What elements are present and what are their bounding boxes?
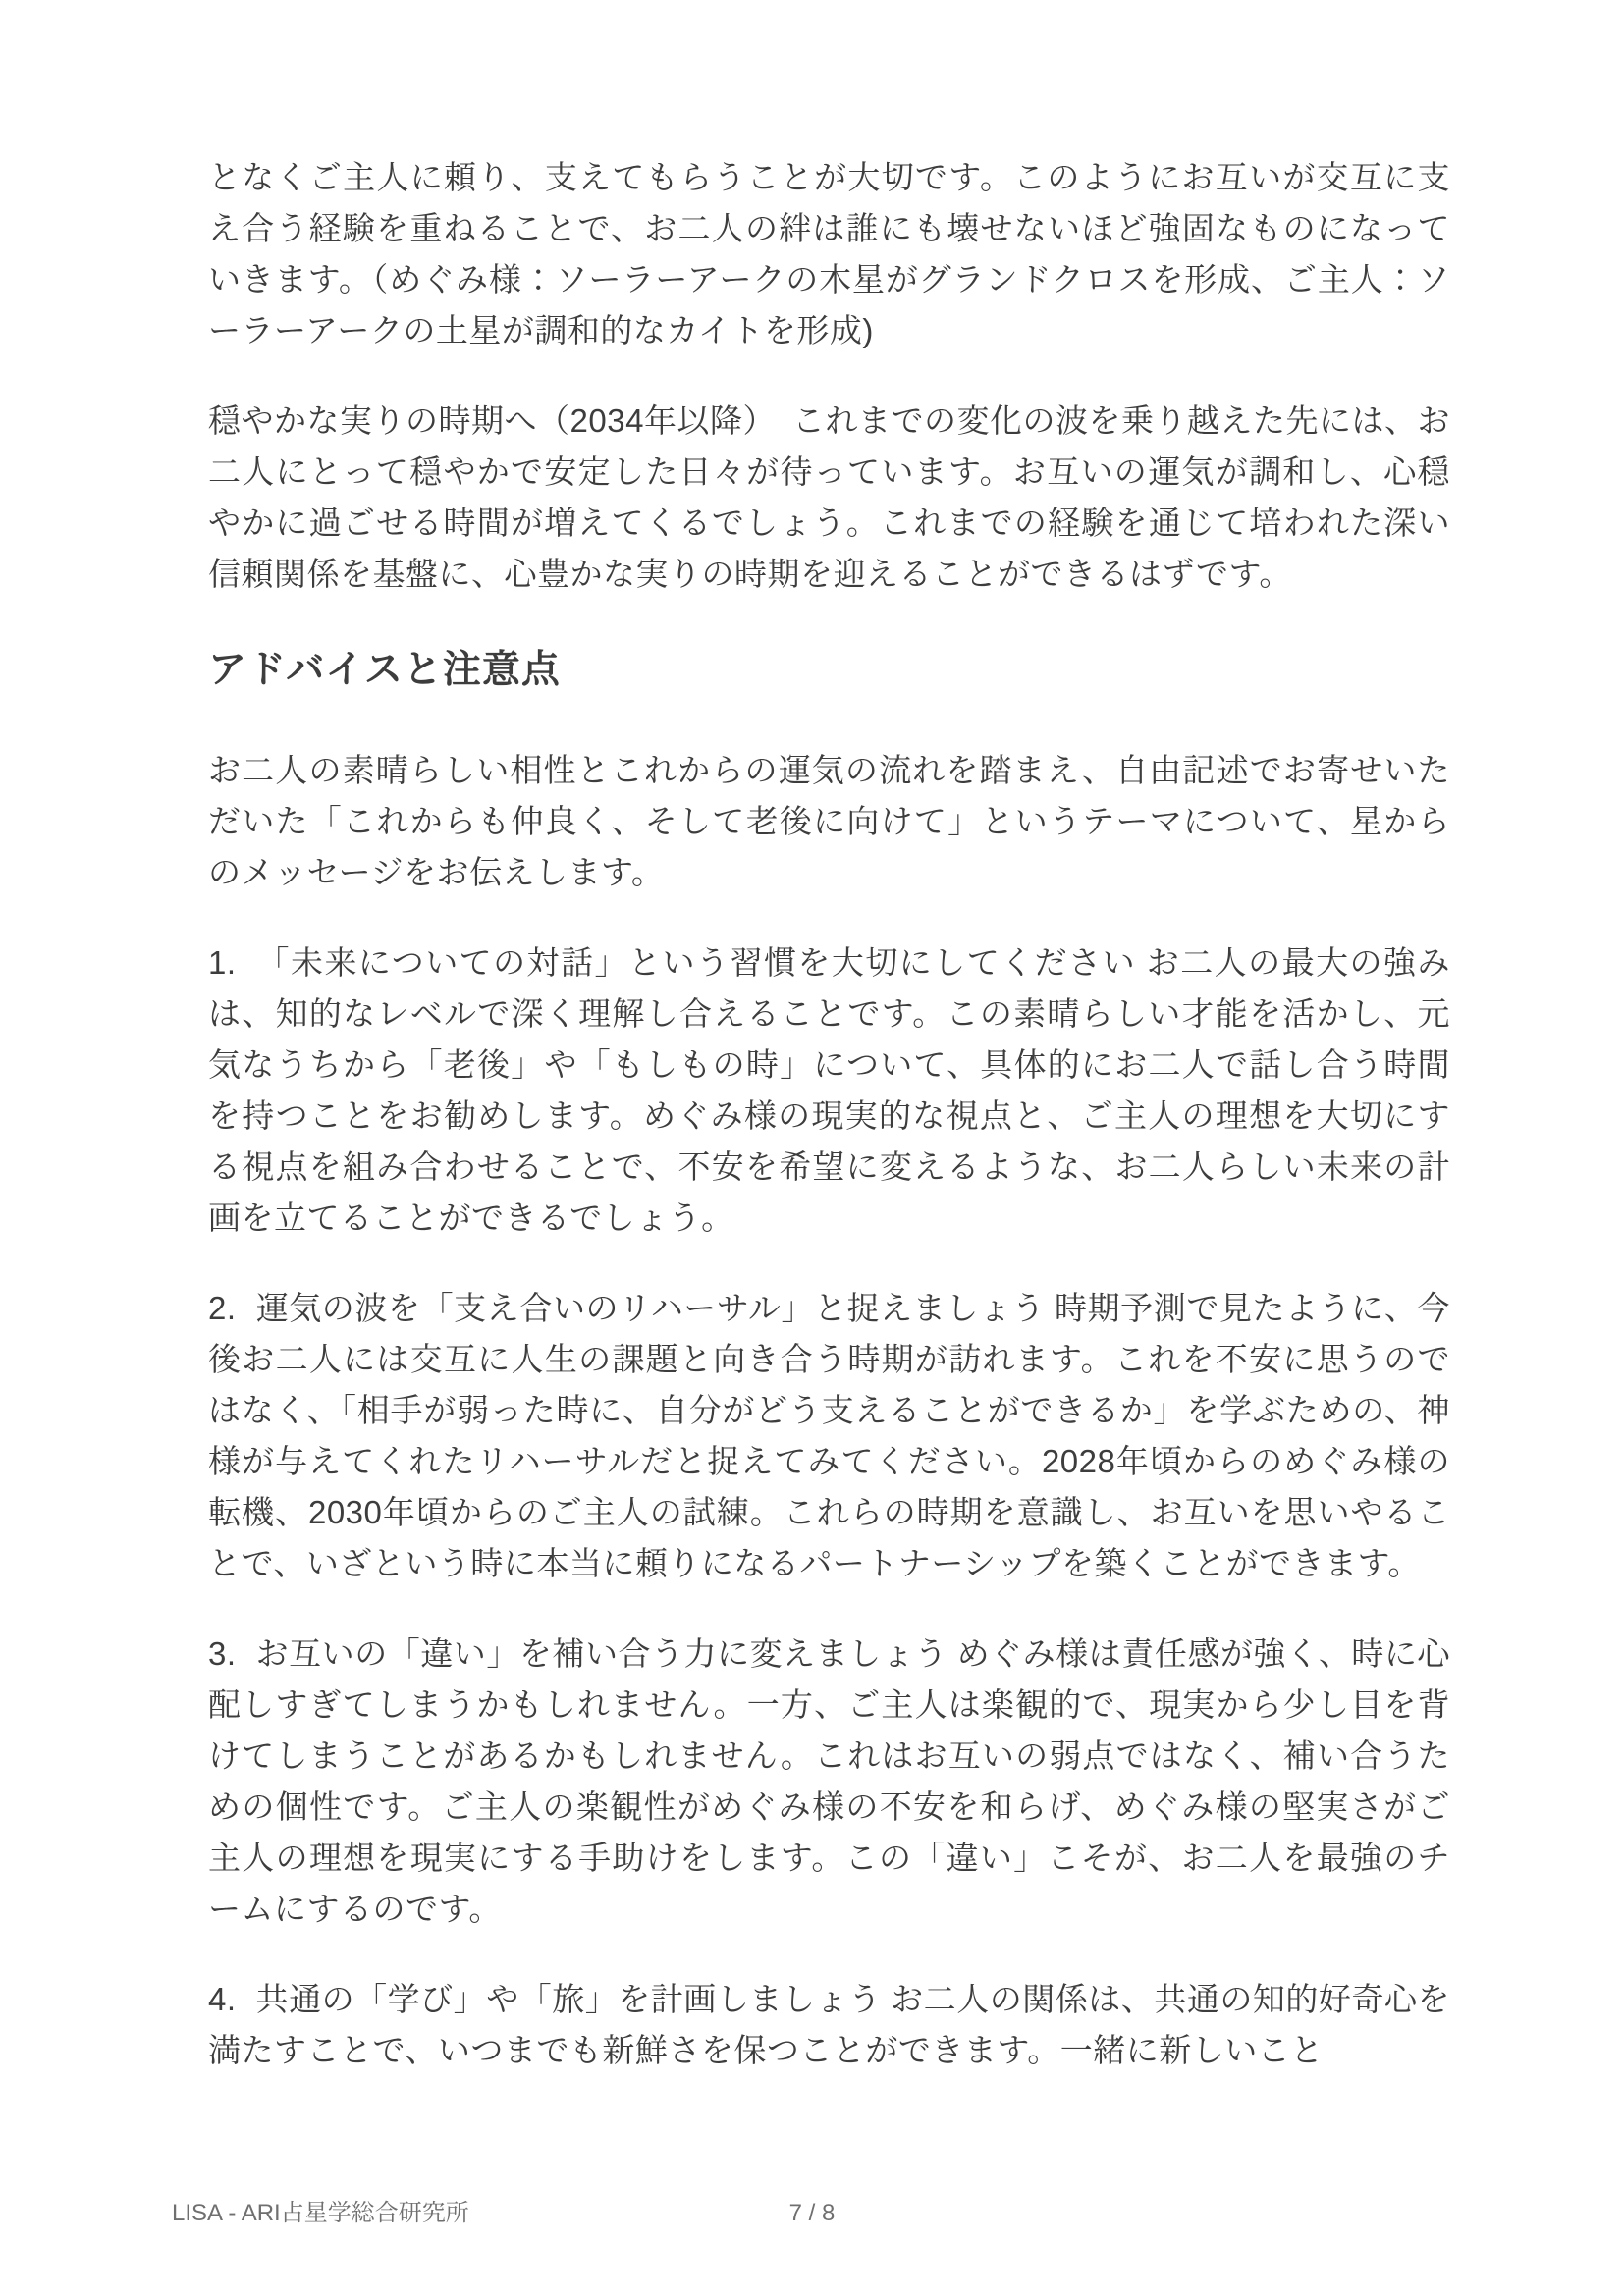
section-heading-advice: アドバイスと注意点: [208, 649, 561, 691]
advice-item-number: 3.: [208, 1635, 237, 1672]
paragraph-calm-period: 穏やかな実りの時期へ（2034年以降） これまでの変化の波を乗り越えた先には、お二人にとって穏やかで安定した日々が待っています。お互いの運気が調和し、心穏やかに過ごせる時間が増えてくるでしょう。これまでの経験を通じて培われた深い信頼関係を基盤に、心豊かな実りの時期を迎えることができるはずです。: [208, 402, 1450, 592]
advice-item-4: [208, 1974, 1450, 2076]
paragraph-continuation: となくご主人に頼り、支えてもらうことが大切です。このようにお互いが交互に支え合う経験を重ねることで、お二人の絆は誰にも壊せないほど強固なものになっていきます。（めぐみ様：ソーラーアークの木星がグランドクロスを形成、ご主人：ソーラーアークの土星が調和的なカイトを形成): [208, 159, 1450, 348]
page-footer: [0, 2199, 1624, 2234]
advice-item-text: 共通の「学び」や「旅」を計画しましょう お二人の関係は、共通の知的好奇心を満たすことで、いつまでも新鮮さを保つことができます。一緒に新しいこと: [208, 1981, 1450, 2068]
advice-item-text: 運気の波を「支え合いのリハーサル」と捉えましょう 時期予測で見たように、今後お二人には交互に人生の課題と向き合う時期が訪れます。これを不安に思うのではなく、「相手が弱った時に、自分がどう支えることができるか」を学ぶための、神様が与えてくれたリハーサルだと捉えてみてください。2028年頃からのめぐみ様の転機、2030年頃からのご主人の試練。これらの時期を意識し、お互いを思いやることで、いざという時に本当に頼りになるパートナーシップを築くことができます。: [208, 1290, 1450, 1581]
advice-item-2: [208, 1283, 1450, 1589]
advice-item-text: お互いの「違い」を補い合う力に変えましょう めぐみ様は責任感が強く、時に心配しすぎてしまうかもしれません。一方、ご主人は楽観的で、現実から少し目を背けてしまうことがあるかもしれません。これはお互いの弱点ではなく、補い合うための個性です。ご主人の楽観性がめぐみ様の不安を和らげ、めぐみ様の堅実さがご主人の理想を現実にする手助けをします。この「違い」こそが、お二人を最強のチームにするのです。: [208, 1635, 1450, 1927]
advice-item-1: [208, 937, 1450, 1244]
advice-item-number: 2.: [208, 1290, 237, 1326]
page-number: 7 / 8: [788, 2200, 836, 2226]
section-intro: お二人の素晴らしい相性とこれからの運気の流れを踏まえ、自由記述でお寄せいただいた「これからも仲良く、そして老後に向けて」というテーマについて、星からのメッセージをお伝えします。: [208, 752, 1450, 890]
advice-item-text: 「未来についての対話」という習慣を大切にしてください お二人の最大の強みは、知的なレベルで深く理解し合えることです。この素晴らしい才能を活かし、元気なうちから「老後」や「もしもの時」について、具体的にお二人で話し合う時間を持つことをお勧めします。めぐみ様の現実的な視点と、ご主人の理想を大切にする視点を組み合わせることで、不安を希望に変えるような、お二人らしい未来の計画を立てることができるでしょう。: [208, 944, 1450, 1236]
advice-item-number: 4.: [208, 1981, 237, 2017]
advice-item-number: 1.: [208, 944, 237, 981]
footer-brand: LISA - ARI占星学総合研究所: [172, 2200, 469, 2226]
document-content: [208, 152, 1450, 2115]
advice-item-3: [208, 1629, 1450, 1935]
